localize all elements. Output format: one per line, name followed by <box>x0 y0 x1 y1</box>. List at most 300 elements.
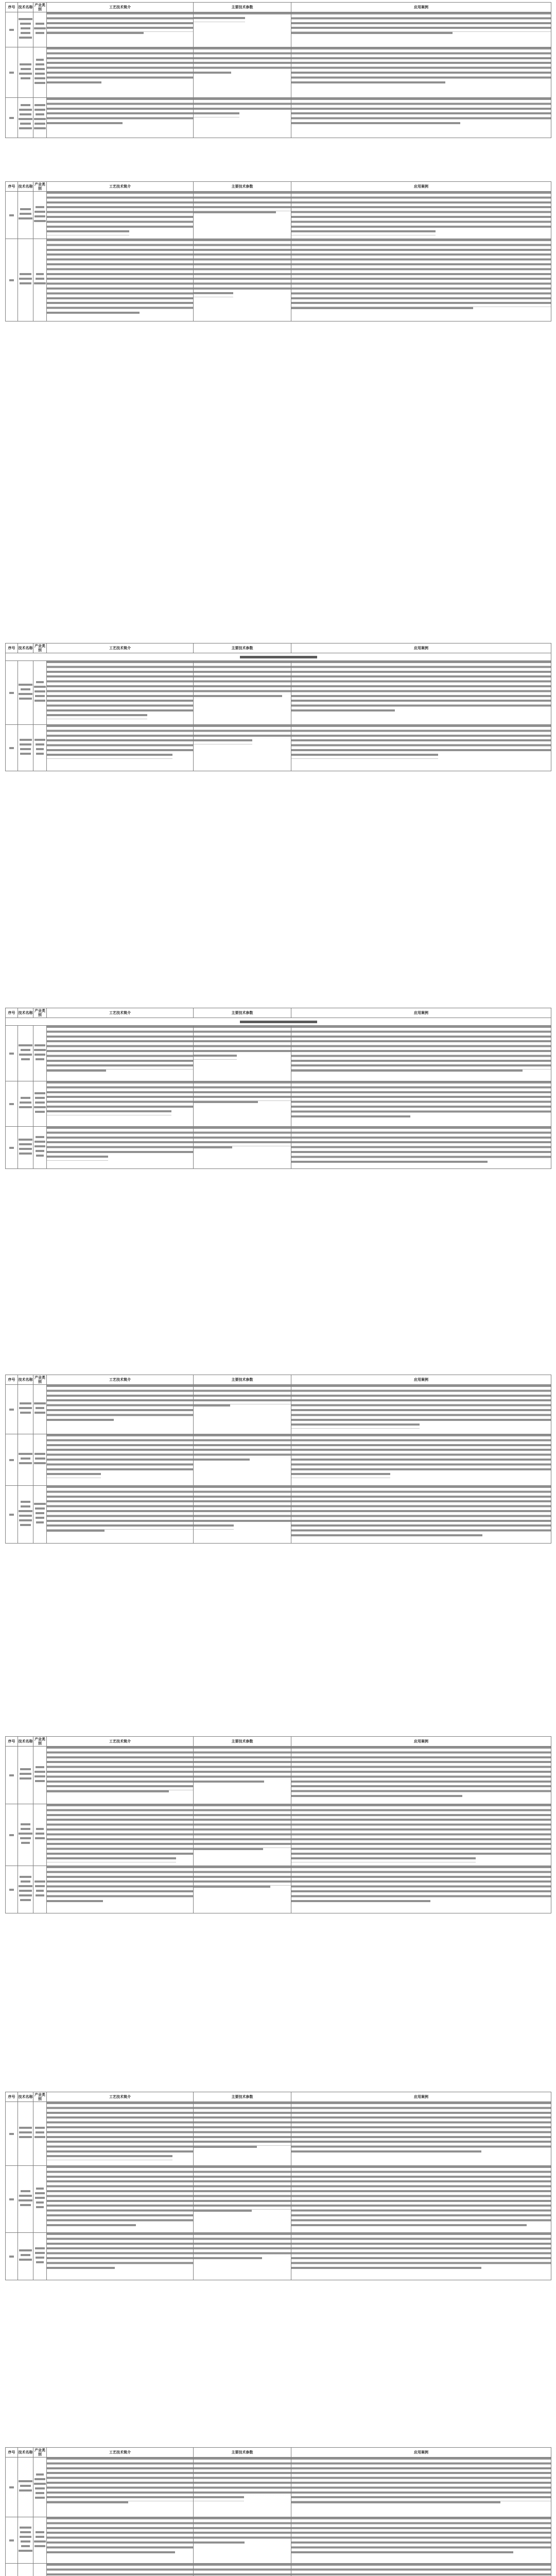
text-lines <box>194 2233 291 2257</box>
header-cell-category: 产业类别 <box>33 2092 47 2102</box>
text-lines <box>291 1385 551 1423</box>
table-header <box>6 3 551 12</box>
text-line <box>36 2201 44 2204</box>
cell-application-cases <box>291 2166 551 2233</box>
text-line <box>20 1876 32 1878</box>
text-lines <box>291 98 551 122</box>
text-line <box>34 27 45 29</box>
text-lines <box>194 1127 291 1146</box>
text-line <box>20 2531 31 2533</box>
table-page <box>5 2447 551 2576</box>
illegible-text <box>47 1486 193 1534</box>
cell-index <box>6 1434 18 1486</box>
text-line <box>291 2501 500 2506</box>
cell-index <box>6 1747 18 1804</box>
text-line <box>21 77 30 79</box>
text-line <box>21 104 30 106</box>
table-header-row <box>6 1008 551 1018</box>
text-line <box>20 1837 31 1839</box>
illegible-text <box>47 47 193 86</box>
illegible-row-number <box>9 2198 14 2200</box>
header-cell-tech-parameters: 主要技术参数 <box>194 182 291 192</box>
header-cell-index: 序号 <box>6 3 18 12</box>
text-line <box>21 1058 30 1060</box>
text-line <box>35 2197 45 2199</box>
text-line <box>20 113 32 115</box>
cell-tech-name <box>18 1385 33 1434</box>
text-line <box>36 2536 44 2538</box>
text-line <box>194 1101 258 1106</box>
text-line <box>20 753 30 755</box>
cell-category <box>33 2517 47 2564</box>
text-line <box>21 1823 30 1825</box>
illegible-text <box>194 98 291 117</box>
text-line <box>19 37 32 39</box>
text-line <box>34 2478 45 2480</box>
table-header-row <box>6 1737 551 1747</box>
illegible-text <box>33 1828 46 1839</box>
illegible-text <box>18 1044 33 1060</box>
illegible-text <box>291 2458 551 2506</box>
cell-tech-parameters <box>194 12 291 47</box>
cell-process-description <box>47 1804 194 1866</box>
text-line <box>19 109 32 111</box>
illegible-text <box>291 1385 551 1429</box>
text-line <box>36 63 45 65</box>
illegible-text <box>47 1434 193 1478</box>
cell-process-description <box>47 1486 194 1544</box>
cell-application-cases <box>291 1804 551 1866</box>
header-cell-tech-name: 技术名称 <box>18 3 33 12</box>
text-lines <box>47 12 193 32</box>
illegible-text <box>33 1136 46 1157</box>
illegible-text <box>18 684 33 700</box>
cell-tech-name <box>18 725 33 771</box>
table-header-row <box>6 2448 551 2458</box>
table-body <box>6 2102 551 2280</box>
text-line <box>194 112 239 117</box>
text-line <box>19 698 32 700</box>
cell-index <box>6 98 18 138</box>
header-cell-process-description: 工艺技术简介 <box>47 3 194 12</box>
illegible-text <box>47 725 193 759</box>
text-line <box>35 1780 45 1782</box>
text-line <box>291 1857 476 1862</box>
cell-process-description <box>47 2233 194 2280</box>
text-line <box>47 81 101 86</box>
text-line <box>21 1828 31 1830</box>
text-line <box>36 32 45 34</box>
text-line <box>194 292 233 297</box>
tech-table <box>5 1736 551 1913</box>
text-line <box>20 2527 31 2529</box>
table-page <box>5 1375 551 1544</box>
text-line <box>36 1833 44 1835</box>
illegible-text <box>194 2517 291 2546</box>
section-heading <box>6 653 551 661</box>
text-lines <box>194 2517 291 2541</box>
text-line <box>34 1049 46 1051</box>
text-lines <box>194 192 291 211</box>
cell-category <box>33 661 47 725</box>
table-row <box>6 2233 551 2280</box>
illegible-text <box>18 1453 33 1464</box>
illegible-text <box>47 2517 193 2556</box>
text-lines <box>47 239 193 312</box>
text-line <box>194 1404 230 1409</box>
cell-process-description <box>47 1434 194 1486</box>
illegible-text <box>194 12 291 22</box>
text-line <box>291 1900 430 1905</box>
cell-process-description <box>47 12 194 47</box>
illegible-text <box>33 23 46 34</box>
text-lines <box>47 1385 193 1419</box>
header-cell-tech-parameters: 主要技术参数 <box>194 3 291 12</box>
illegible-text <box>194 239 291 297</box>
text-line <box>20 748 30 750</box>
header-cell-category: 产业类别 <box>33 3 47 12</box>
text-line <box>291 1473 390 1478</box>
cell-tech-name <box>18 1804 33 1866</box>
text-line <box>34 1402 46 1404</box>
text-line <box>194 1459 250 1463</box>
text-line <box>20 739 32 741</box>
section-heading-row <box>6 1018 551 1026</box>
illegible-text <box>47 1866 193 1905</box>
text-line <box>291 122 460 127</box>
text-line <box>35 1837 45 1839</box>
text-line <box>291 2267 481 2272</box>
cell-tech-parameters <box>194 725 291 771</box>
text-lines <box>194 661 291 695</box>
text-line <box>35 2192 45 2194</box>
cell-index <box>6 192 18 239</box>
illegible-row-number <box>9 29 14 31</box>
text-line <box>21 1880 31 1883</box>
text-line <box>19 1890 32 1892</box>
text-lines <box>291 1804 551 1857</box>
illegible-text <box>291 725 551 759</box>
illegible-text <box>291 2564 551 2576</box>
cell-index <box>6 661 18 725</box>
text-line <box>21 68 31 70</box>
text-lines <box>47 2458 193 2501</box>
header-cell-tech-parameters: 主要技术参数 <box>194 1737 291 1747</box>
header-cell-category: 产业类别 <box>33 1008 47 1018</box>
text-line <box>36 748 44 750</box>
text-line <box>47 1900 103 1905</box>
cell-index <box>6 1804 18 1866</box>
illegible-row-number <box>9 279 14 281</box>
text-lines <box>47 2102 193 2155</box>
header-cell-application-cases: 应用案例 <box>291 182 551 192</box>
cell-tech-name <box>18 1127 33 1169</box>
header-cell-tech-name: 技术名称 <box>18 643 33 653</box>
cell-tech-parameters <box>194 192 291 239</box>
text-line <box>20 123 31 125</box>
cell-category <box>33 12 47 47</box>
text-lines <box>47 1127 193 1156</box>
cell-index <box>6 2517 18 2564</box>
illegible-row-number <box>9 1834 14 1836</box>
header-cell-process-description: 工艺技术简介 <box>47 1737 194 1747</box>
cell-process-description <box>47 47 194 98</box>
text-line <box>21 2540 30 2543</box>
cell-process-description <box>47 1127 194 1169</box>
header-cell-process-description: 工艺技术简介 <box>47 1008 194 1018</box>
text-line <box>47 230 129 235</box>
text-line <box>35 1885 45 1887</box>
illegible-text <box>291 1026 551 1074</box>
text-line <box>19 1894 32 1896</box>
text-line <box>194 72 231 76</box>
table-row <box>6 1127 551 1169</box>
table-row <box>6 2517 551 2564</box>
text-lines <box>47 1866 193 1900</box>
text-line <box>291 1070 523 1074</box>
text-line <box>36 1407 44 1409</box>
text-line <box>34 1775 45 1777</box>
illegible-row-number <box>9 747 14 749</box>
cell-process-description <box>47 2102 194 2166</box>
text-lines <box>291 661 551 709</box>
header-cell-application-cases: 应用案例 <box>291 2448 551 2458</box>
text-line <box>47 32 144 37</box>
section-heading <box>6 1018 551 1026</box>
cell-process-description <box>47 98 194 138</box>
cell-tech-name <box>18 1486 33 1544</box>
header-cell-process-description: 工艺技术简介 <box>47 2448 194 2458</box>
cell-tech-name <box>18 2233 33 2280</box>
cell-index <box>6 1081 18 1127</box>
cell-category <box>33 192 47 239</box>
text-line <box>21 2190 30 2192</box>
table-page <box>5 2092 551 2280</box>
text-line <box>47 2224 136 2229</box>
text-lines <box>194 725 291 739</box>
text-line <box>47 714 147 719</box>
cell-tech-parameters <box>194 2166 291 2233</box>
text-line <box>19 1106 32 1108</box>
illegible-text <box>47 98 193 127</box>
header-cell-index: 序号 <box>6 1375 18 1385</box>
text-line <box>36 2131 44 2133</box>
header-cell-application-cases: 应用案例 <box>291 2092 551 2102</box>
cell-tech-parameters <box>194 2564 291 2576</box>
illegible-row-number <box>9 117 14 119</box>
text-line <box>36 1521 44 1523</box>
illegible-row-number <box>9 1147 14 1149</box>
text-line <box>36 2492 44 2494</box>
illegible-text <box>291 661 551 714</box>
text-lines <box>194 2102 291 2146</box>
illegible-text <box>33 1503 46 1523</box>
cell-application-cases <box>291 98 551 138</box>
illegible-text <box>47 1026 193 1074</box>
header-cell-category: 产业类别 <box>33 643 47 653</box>
cell-index <box>6 2458 18 2517</box>
illegible-text <box>33 2188 46 2208</box>
illegible-text <box>291 192 551 235</box>
table-row <box>6 1486 551 1544</box>
text-lines <box>291 725 551 754</box>
illegible-text <box>33 2531 46 2547</box>
text-line <box>34 739 45 741</box>
table-header-row <box>6 1375 551 1385</box>
table-row <box>6 2564 551 2576</box>
text-line <box>20 2204 31 2206</box>
cell-category <box>33 2102 47 2166</box>
text-line <box>36 1136 44 1138</box>
text-line <box>19 1407 32 1409</box>
text-line <box>21 1097 30 1099</box>
text-line <box>19 73 32 75</box>
text-line <box>36 1890 44 1892</box>
illegible-text <box>47 1804 193 1862</box>
header-cell-application-cases: 应用案例 <box>291 1737 551 1747</box>
text-line <box>21 688 30 690</box>
text-line <box>34 215 45 217</box>
cell-category <box>33 1385 47 1434</box>
header-cell-index: 序号 <box>6 182 18 192</box>
header-cell-index: 序号 <box>6 643 18 653</box>
text-line <box>34 1092 46 1094</box>
illegible-text <box>291 1081 551 1120</box>
text-line <box>47 2155 172 2160</box>
cell-category <box>33 1804 47 1866</box>
table-body <box>6 1385 551 1544</box>
text-line <box>34 1412 45 1414</box>
text-line <box>21 32 31 34</box>
text-lines <box>194 1804 291 1848</box>
text-line <box>36 1512 45 1514</box>
text-line <box>34 1054 45 1056</box>
table-row <box>6 2102 551 2166</box>
text-line <box>36 753 44 755</box>
header-cell-tech-name: 技术名称 <box>18 1737 33 1747</box>
text-line <box>34 104 45 106</box>
cell-tech-parameters <box>194 661 291 725</box>
table-page <box>5 181 551 321</box>
cell-category <box>33 1486 47 1544</box>
text-line <box>19 1510 32 1512</box>
illegible-text <box>194 661 291 700</box>
cell-category <box>33 1127 47 1169</box>
text-lines <box>291 2458 551 2501</box>
cell-application-cases <box>291 2233 551 2280</box>
illegible-text <box>18 104 33 129</box>
table-row <box>6 1081 551 1127</box>
cell-application-cases <box>291 1486 551 1544</box>
illegible-text <box>33 1453 46 1464</box>
header-cell-index: 序号 <box>6 1737 18 1747</box>
text-line <box>36 743 44 745</box>
text-line <box>19 2249 31 2251</box>
cell-application-cases <box>291 725 551 771</box>
text-line <box>19 1054 32 1056</box>
cell-process-description <box>47 2517 194 2564</box>
table-body <box>6 653 551 771</box>
text-line <box>34 109 45 111</box>
text-line <box>36 1766 45 1768</box>
text-line <box>20 1402 31 1404</box>
table-header-row <box>6 3 551 12</box>
illegible-text <box>33 1092 46 1113</box>
text-lines <box>194 1747 291 1781</box>
text-lines <box>291 1026 551 1070</box>
text-line <box>34 282 46 284</box>
text-line <box>47 2501 128 2506</box>
text-line <box>36 1150 45 1152</box>
illegible-text <box>194 1081 291 1106</box>
illegible-text <box>47 1385 193 1423</box>
text-line <box>20 1777 31 1780</box>
cell-category <box>33 725 47 771</box>
cell-category <box>33 2458 47 2517</box>
illegible-text <box>47 2166 193 2229</box>
cell-index <box>6 725 18 771</box>
text-lines <box>47 1804 193 1857</box>
text-line <box>34 2483 46 2485</box>
illegible-row-number <box>9 1409 14 1411</box>
text-line <box>19 2195 32 2197</box>
text-line <box>19 684 32 686</box>
cell-application-cases <box>291 2458 551 2517</box>
text-lines <box>291 2102 551 2150</box>
text-lines <box>47 1081 193 1110</box>
text-line <box>47 1790 169 1795</box>
illegible-text <box>18 2127 33 2138</box>
table-row <box>6 2458 551 2517</box>
text-line <box>19 217 32 219</box>
text-line <box>20 1773 31 1775</box>
illegible-text <box>18 2249 33 2261</box>
text-line <box>19 2131 31 2133</box>
table-page <box>5 1736 551 1913</box>
text-lines <box>47 47 193 81</box>
illegible-text <box>18 1823 33 1844</box>
table-row <box>6 1804 551 1866</box>
table-row <box>6 98 551 138</box>
cell-tech-parameters <box>194 1385 291 1434</box>
text-lines <box>194 239 291 292</box>
text-lines <box>47 1747 193 1790</box>
text-lines <box>291 12 551 32</box>
header-cell-category: 产业类别 <box>33 2448 47 2458</box>
illegible-text <box>47 192 193 235</box>
illegible-text <box>18 208 33 219</box>
cell-process-description <box>47 2166 194 2233</box>
illegible-text <box>47 12 193 37</box>
text-line <box>34 1044 45 1046</box>
table-header <box>6 2092 551 2102</box>
cell-process-description <box>47 1866 194 1913</box>
text-lines <box>194 2564 291 2576</box>
header-cell-tech-name: 技术名称 <box>18 1008 33 1018</box>
text-line <box>194 1524 234 1529</box>
tech-table <box>5 2447 551 2576</box>
table-header-row <box>6 2092 551 2102</box>
illegible-text <box>18 739 33 755</box>
illegible-row-number <box>9 1459 14 1461</box>
text-line <box>36 206 44 208</box>
text-lines <box>291 1127 551 1161</box>
text-line <box>47 1110 171 1115</box>
text-line <box>34 700 45 702</box>
text-lines <box>47 661 193 714</box>
cell-tech-parameters <box>194 2458 291 2517</box>
text-lines <box>47 2166 193 2224</box>
